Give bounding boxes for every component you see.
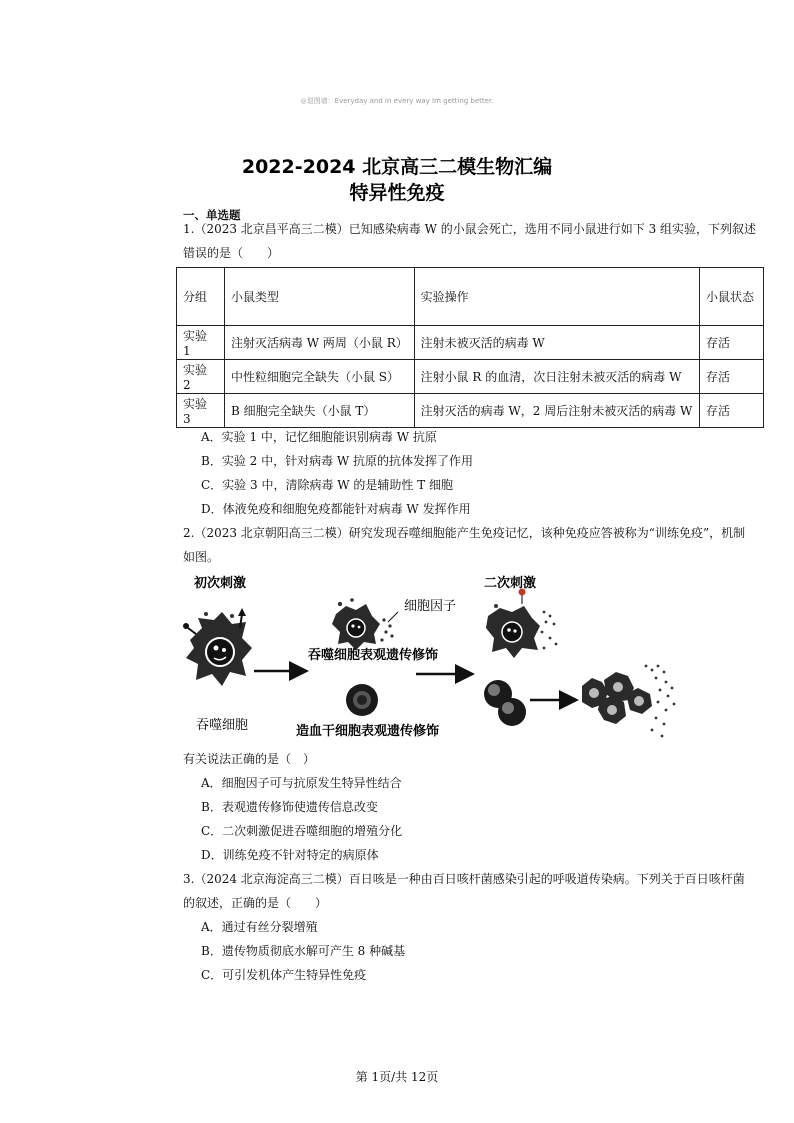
page-number: 第 1页/共 12页 (355, 1070, 439, 1084)
q1-option-c: C．实验 3 中，清除病毒 W 的是辅助性 T 细胞 (201, 478, 454, 492)
table-cell: B 细胞完全缺失（小鼠 T） (224, 394, 414, 428)
cytokine-pointer (388, 612, 398, 622)
table-cell: 存活 (700, 360, 764, 394)
stem-cell-icon (346, 684, 378, 716)
macrophage-cell-icon (332, 598, 380, 650)
q2-stem (183, 521, 763, 569)
watermark: ◎退图谱：Everyday and in every way Im getting better. (300, 97, 494, 105)
label-second-stimulation: 二次刺激 (484, 576, 537, 591)
label-cytokine: 细胞因子 (404, 599, 457, 614)
table-header-cell: 实验操作 (414, 268, 699, 326)
q2-figure (176, 568, 696, 746)
label-macrophage-epigenetic: 吞噬细胞表观遗传修饰 (308, 648, 439, 663)
table-cell: 注射未被灭活的病毒 W (414, 326, 699, 360)
table-row (177, 326, 764, 360)
table-header-row (177, 268, 764, 326)
q1-option-b: B．实验 2 中，针对病毒 W 抗原的抗体发挥了作用 (201, 454, 474, 468)
table-cell: 存活 (700, 326, 764, 360)
table-header-cell: 小鼠状态 (700, 268, 764, 326)
q2-stem-line1: 2.（2023 北京朝阳高三二模）研究发现吞噬细胞能产生免疫记忆，该种免疫应答被称为“训练免疫”，机制 (183, 526, 746, 540)
q3-option-a: A．通过有丝分裂增殖 (201, 920, 318, 934)
table-cell: 实验 3 (177, 394, 225, 428)
table-row (177, 394, 764, 428)
q2-option-d: D．训练免疫不针对特定的病原体 (201, 848, 379, 862)
macrophage-cluster-icon (582, 672, 652, 724)
table-cell: 注射灭活病毒 W 两周（小鼠 R） (224, 326, 414, 360)
q2-option-b: B．表观遗传修饰使遗传信息改变 (201, 800, 378, 814)
q2-option-c: C．二次刺激促进吞噬细胞的增殖分化 (201, 824, 403, 838)
q1-stem-line2: 错误的是（ ） (183, 246, 280, 260)
q2-stem-line2: 如图。 (183, 550, 220, 564)
q1-option-a: A．实验 1 中，记忆细胞能识别病毒 W 抗原 (201, 430, 437, 444)
macrophage-cell-icon (183, 608, 252, 686)
q1-stem-line1: 1.（2023 北京昌平高三二模）已知感染病毒 W 的小鼠会死亡，选用不同小鼠进行如下 3 组实验，下列叙述 (183, 222, 757, 236)
label-macrophage: 吞噬细胞 (196, 718, 249, 733)
table-cell: 实验 1 (177, 326, 225, 360)
table-row (177, 360, 764, 394)
q2-option-a: A．细胞因子可与抗原发生特异性结合 (201, 776, 402, 790)
label-first-stimulation: 初次刺激 (194, 576, 247, 591)
q1-stem (183, 217, 763, 265)
cytokine-dots-icon (541, 611, 558, 650)
document-subtitle: 特异性免疫 (349, 182, 445, 204)
activated-macrophage-icon (486, 589, 540, 659)
table-cell: 存活 (700, 394, 764, 428)
table-header-cell: 小鼠类型 (224, 268, 414, 326)
q1-experiment-table (176, 267, 764, 428)
document-title: 2022-2024 北京高三二模生物汇编 (241, 156, 553, 178)
q1-option-d: D．体液免疫和细胞免疫都能针对病毒 W 发挥作用 (201, 502, 471, 516)
q3-stem-line1: 3.（2024 北京海淀高三二模）百日咳是一种由百日咳杆菌感染引起的呼吸道传染病。下列关于百日咳杆菌 (183, 872, 745, 886)
table-cell: 中性粒细胞完全缺失（小鼠 S） (224, 360, 414, 394)
table-cell: 注射小鼠 R 的血清，次日注射未被灭活的病毒 W (414, 360, 699, 394)
label-hsc-epigenetic: 造血干细胞表观遗传修饰 (296, 724, 440, 739)
q3-stem (183, 867, 763, 915)
stem-cell-pair-icon (484, 680, 526, 726)
table-header-cell: 分组 (177, 268, 225, 326)
q2-question: 有关说法正确的是（ ） (183, 752, 316, 766)
q3-option-c: C．可引发机体产生特异性免疫 (201, 968, 367, 982)
section-heading: 一、单选题 (183, 208, 241, 222)
cytokine-dots-icon (380, 618, 393, 641)
table-cell: 实验 2 (177, 360, 225, 394)
q3-stem-line2: 的叙述，正确的是（ ） (183, 896, 328, 910)
table-cell: 注射灭活的病毒 W，2 周后注射未被灭活的病毒 W (414, 394, 699, 428)
q3-option-b: B．遗传物质彻底水解可产生 8 种碱基 (201, 944, 406, 958)
